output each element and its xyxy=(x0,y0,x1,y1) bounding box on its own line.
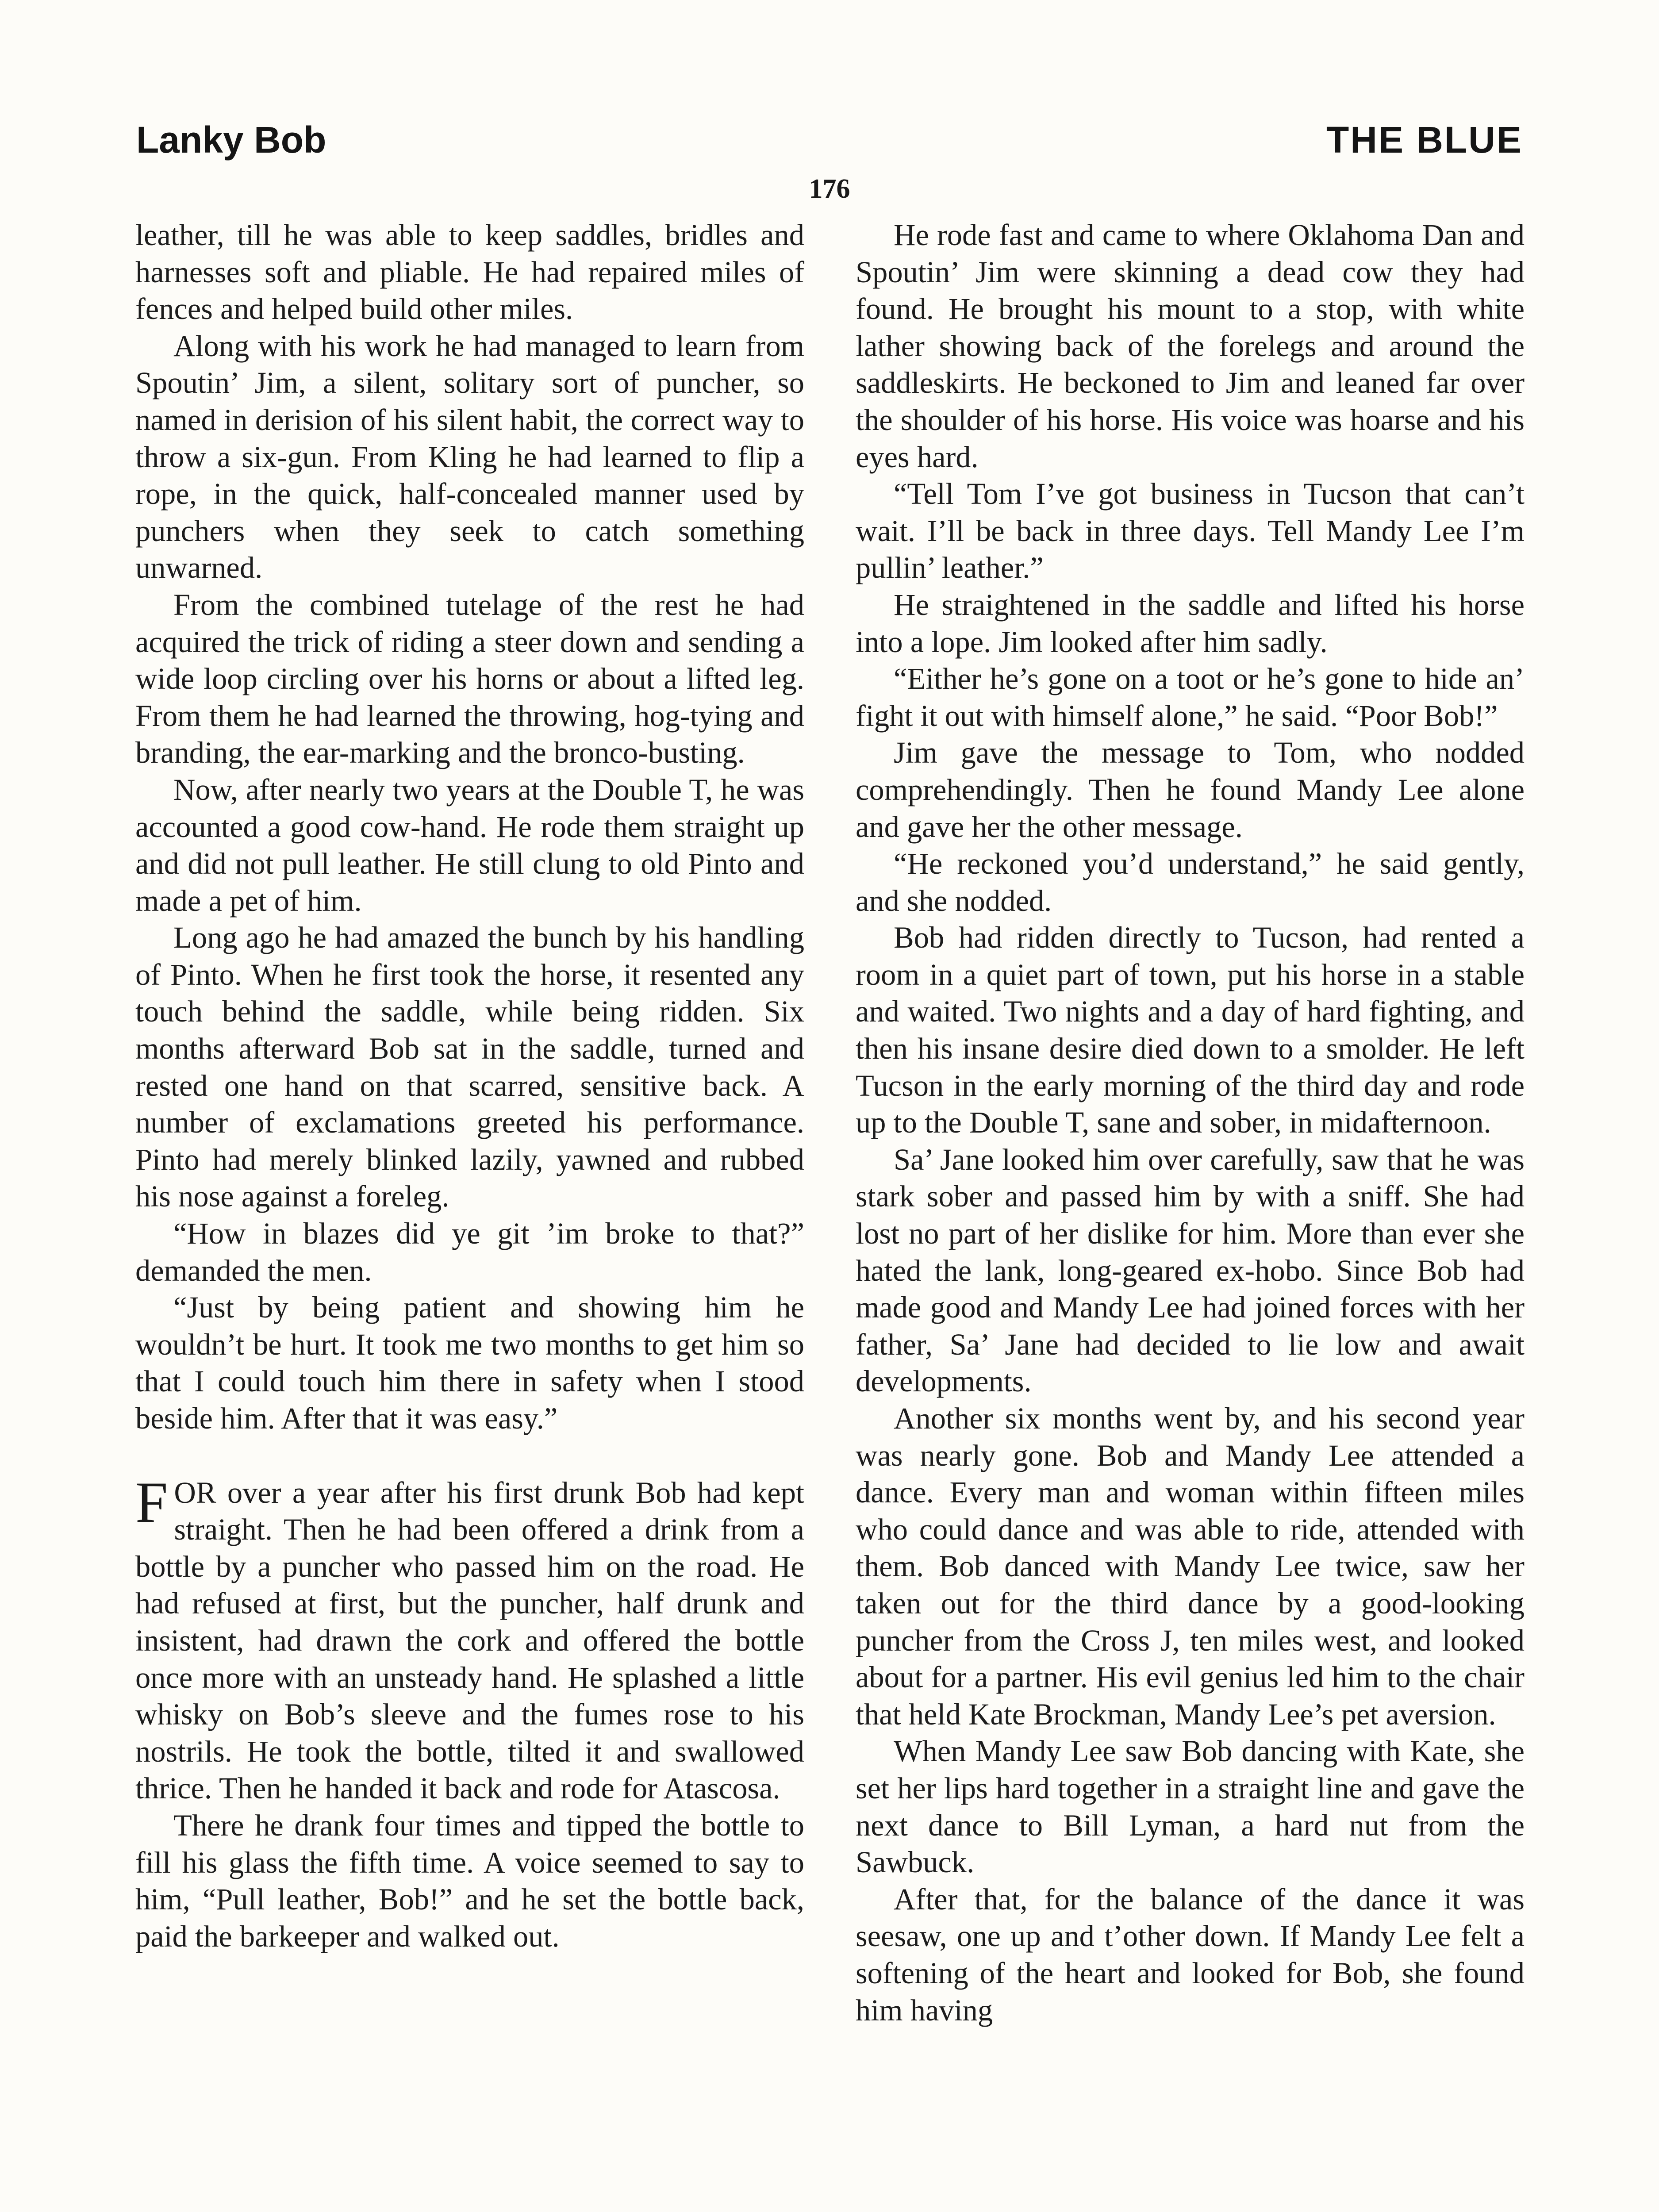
paragraph: Sa’ Jane looked him over carefully, saw that he was stark sober and passed him by with a sniff. She had lost no part of her dislike for him. More than ever she hated the lank, long-geared ex-hobo. Since Bob had made good and Mandy Lee had joined forces with her father, Sa’ Jane had decided to lie low and await developments. xyxy=(856,1142,1525,1398)
paragraph: Now, after nearly two years at the Double T, he was accounted a good cow-hand. He rode them straight up and did not pull leather. He still clung to old Pinto and made a pet of him. xyxy=(135,772,804,918)
paragraph: leather, till he was able to keep saddles, bridles and harnesses soft and pliable. He had repaired miles of fences and helped build other miles. xyxy=(135,218,804,326)
left-column xyxy=(135,217,804,1955)
paragraph: Long ago he had amazed the bunch by his handling of Pinto. When he first took the horse, it resented any touch behind the saddle, while being ridden. Six months afterward Bob sat in the saddle, turned and rested one hand on that scarred, sensitive back. A number of exclamations greeted his performance. Pinto had merely blinked lazily, yawned and rubbed his nose against a foreleg. xyxy=(135,921,804,1214)
paragraph: “He reckoned you’d understand,” he said gently, and she nodded. xyxy=(856,847,1525,918)
page-number: 176 xyxy=(809,174,850,204)
right-column xyxy=(856,217,1525,2029)
magazine-title: THE BLUE xyxy=(1326,119,1523,161)
paragraph: “Either he’s gone on a toot or he’s gone to hide an’ fight it out with himself alone,” he said. “Poor Bob!” xyxy=(856,662,1525,733)
paragraph: There he drank four times and tipped the bottle to fill his glass the fifth time. A voice seemed to say to him, “Pull leather, Bob!” and he set the bottle back, paid the barkeeper and walked out. xyxy=(135,1808,804,1953)
drop-cap: F xyxy=(135,1469,168,1535)
paragraph: He rode fast and came to where Oklahoma Dan and Spoutin’ Jim were skinning a dead cow they had found. He brought his mount to a stop, with white lather showing back of the forelegs and around the saddleskirts. He beckoned to Jim and leaned far over the shoulder of his horse. His voice was hoarse and his eyes hard. xyxy=(856,218,1525,474)
paragraph: Jim gave the message to Tom, who nodded comprehendingly. Then he found Mandy Lee alone and gave her the other message. xyxy=(856,736,1525,844)
paragraph: Another six months went by, and his second year was nearly gone. Bob and Mandy Lee attended a dance. Every man and woman within fifteen miles who could dance and was able to ride, attended with them. Bob danced with Mandy Lee twice, saw her taken out for the third dance by a good-looking puncher from the Cross J, ten miles west, and looked about for a partner. His evil genius led him to the chair that held Kate Brockman, Mandy Lee’s pet aversion. xyxy=(856,1402,1525,1731)
paragraph: From the combined tutelage of the rest he had acquired the trick of riding a steer down and sending a wide loop circling over his horns or about a lifted leg. From them he had learned the throwing, hog-tying and branding, the ear-marking and the bronco-busting. xyxy=(135,588,804,770)
paragraph: “Just by being patient and showing him he wouldn’t be hurt. It took me two months to get him so that I could touch him there in safety when I stood beside him. After that it was easy.” xyxy=(135,1290,804,1435)
paragraph: “Tell Tom I’ve got business in Tucson that can’t wait. I’ll be back in three days. Tell Mandy Lee I’m pullin’ leather.” xyxy=(856,477,1525,585)
paragraph: When Mandy Lee saw Bob dancing with Kate, she set her lips hard together in a straight line and gave the next dance to Bill Lyman, a hard nut from the Sawbuck. xyxy=(856,1734,1525,1879)
paragraph: After that, for the balance of the dance it was seesaw, one up and t’other down. If Mandy Lee felt a softening of the heart and looked for Bob, she found him having xyxy=(856,1882,1525,2027)
paragraph: He straightened in the saddle and lifted his horse into a lope. Jim looked after him sadly. xyxy=(856,588,1525,659)
running-head xyxy=(136,119,1523,167)
section-opening-paragraph xyxy=(135,1469,804,1807)
paragraph: Along with his work he had managed to learn from Spoutin’ Jim, a silent, solitary sort of puncher, so named in derision of his silent habit, the correct way to throw a six-gun. From Kling he had learned to flip a rope, in the quick, half-concealed manner used by punchers when they seek to catch something unwarned. xyxy=(135,329,804,585)
drop-cap-paragraph-text: OR over a year after his first drunk Bob had kept straight. Then he had been offered a drink from a bottle by a puncher who passed him on the road. He had refused at first, but the puncher, half drunk and insistent, had drawn the cork and offered the bottle once more with an unsteady hand. He splashed a little whisky on Bob’s sleeve and the fumes rose to his nostrils. He took the bottle, tilted it and swallowed thrice. Then he handed it back and rode for Atascosa. xyxy=(135,1475,804,1805)
story-title: Lanky Bob xyxy=(136,119,326,161)
paragraph: Bob had ridden directly to Tucson, had rented a room in a quiet part of town, put his horse in a stable and waited. Two nights and a day of hard fighting, and then his insane desire died down to a smolder. He left Tucson in the early morning of the third day and rode up to the Double T, sane and sober, in midafternoon. xyxy=(856,921,1525,1140)
paragraph: “How in blazes did ye git ’im broke to that?” demanded the men. xyxy=(135,1217,804,1287)
